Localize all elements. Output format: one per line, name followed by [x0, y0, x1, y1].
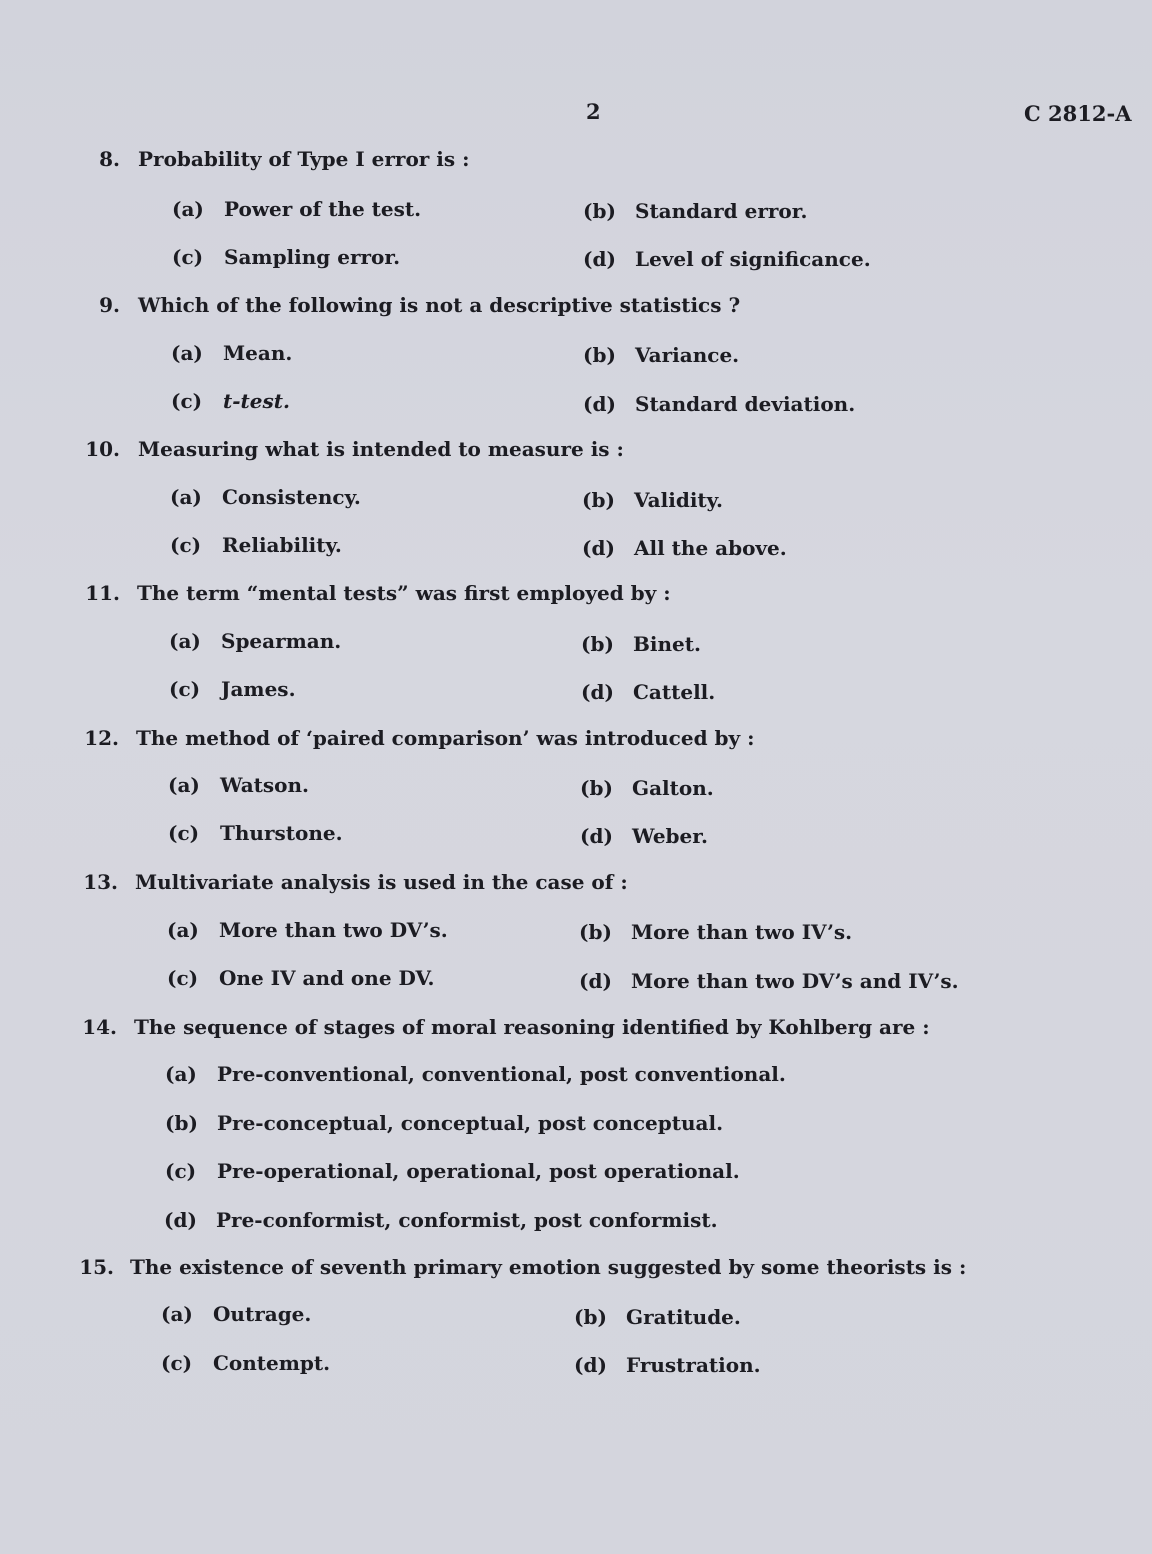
- option-text: Power of the test.: [224, 197, 422, 221]
- option-text: Pre-operational, operational, post operational.: [217, 1159, 740, 1183]
- option-text: Mean.: [223, 341, 293, 365]
- option-text: More than two DV’s and IV’s.: [631, 969, 959, 993]
- question-number: 12.: [84, 726, 119, 750]
- question-text: Measuring what is intended to measure is :: [138, 437, 624, 461]
- option-label: (d): [580, 824, 613, 848]
- option-label: (a): [170, 485, 202, 509]
- option-label: (d): [581, 680, 614, 704]
- option-text: Level of significance.: [635, 247, 871, 271]
- option-label: (a): [172, 197, 204, 221]
- option-label: (b): [583, 199, 616, 223]
- option-text: Variance.: [635, 343, 740, 367]
- option-label: (d): [583, 247, 616, 271]
- option-label: (a): [168, 773, 200, 797]
- question-number: 13.: [83, 870, 118, 894]
- option-text: Contempt.: [213, 1351, 331, 1375]
- option-label: (a): [161, 1302, 193, 1326]
- option-label: (b): [574, 1305, 607, 1329]
- question-text: The existence of seventh primary emotion suggested by some theorists is :: [130, 1255, 967, 1279]
- question-text: Which of the following is not a descriptive statistics ?: [138, 293, 741, 317]
- option-label: (c): [171, 389, 203, 413]
- option-label: (d): [579, 969, 612, 993]
- option-text: Pre-conformist, conformist, post conformist.: [216, 1208, 718, 1232]
- option-text: More than two DV’s.: [219, 918, 448, 942]
- option-label: (c): [169, 677, 201, 701]
- option-text: All the above.: [634, 536, 787, 560]
- option-label: (d): [164, 1208, 197, 1232]
- question-text: The method of ‘paired comparison’ was introduced by :: [136, 726, 755, 750]
- option-text: Standard error.: [635, 199, 808, 223]
- option-label: (a): [165, 1062, 197, 1086]
- question-number: 8.: [99, 147, 120, 171]
- option-text: t-test.: [223, 389, 290, 413]
- question-number: 11.: [85, 581, 120, 605]
- option-label: (a): [167, 918, 199, 942]
- option-label: (b): [583, 343, 616, 367]
- option-label: (a): [171, 341, 203, 365]
- question-text: The term “mental tests” was first employed by :: [137, 581, 671, 605]
- option-text: Reliability.: [222, 533, 342, 557]
- option-label: (c): [172, 245, 204, 269]
- option-label: (c): [170, 533, 202, 557]
- option-text: Watson.: [220, 773, 310, 797]
- option-text: Standard deviation.: [635, 392, 856, 416]
- option-text: Cattell.: [633, 680, 716, 704]
- option-label: (d): [583, 392, 616, 416]
- option-label: (b): [165, 1111, 198, 1135]
- option-text: Weber.: [632, 824, 708, 848]
- option-text: Binet.: [633, 632, 701, 656]
- paper-code: C 2812-A: [1024, 101, 1132, 126]
- option-label: (c): [168, 821, 200, 845]
- option-text: Validity.: [634, 488, 723, 512]
- option-text: One IV and one DV.: [219, 966, 435, 990]
- option-label: (c): [161, 1351, 193, 1375]
- option-text: Pre-conventional, conventional, post conventional.: [217, 1062, 786, 1086]
- option-text: Outrage.: [213, 1302, 312, 1326]
- option-text: Gratitude.: [626, 1305, 741, 1329]
- question-number: 15.: [79, 1255, 114, 1279]
- option-label: (b): [579, 920, 612, 944]
- option-text: Thurstone.: [220, 821, 343, 845]
- option-text: Pre-conceptual, conceptual, post conceptual.: [217, 1111, 724, 1135]
- question-text: The sequence of stages of moral reasoning identified by Kohlberg are :: [134, 1015, 930, 1039]
- page-number: 2: [586, 99, 601, 124]
- option-text: Frustration.: [626, 1353, 761, 1377]
- question-number: 9.: [99, 293, 120, 317]
- question-text: Multivariate analysis is used in the case of :: [135, 870, 628, 894]
- option-text: Galton.: [632, 776, 714, 800]
- option-label: (c): [165, 1159, 197, 1183]
- question-number: 10.: [85, 437, 120, 461]
- question-number: 14.: [82, 1015, 117, 1039]
- option-text: More than two IV’s.: [631, 920, 853, 944]
- option-text: Sampling error.: [224, 245, 401, 269]
- question-text: Probability of Type I error is :: [138, 147, 470, 171]
- option-label: (d): [582, 536, 615, 560]
- option-text: Consistency.: [222, 485, 361, 509]
- option-label: (a): [169, 629, 201, 653]
- option-label: (c): [167, 966, 199, 990]
- option-label: (d): [574, 1353, 607, 1377]
- option-label: (b): [581, 632, 614, 656]
- option-text: James.: [221, 677, 296, 701]
- option-label: (b): [580, 776, 613, 800]
- option-text: Spearman.: [221, 629, 342, 653]
- option-label: (b): [582, 488, 615, 512]
